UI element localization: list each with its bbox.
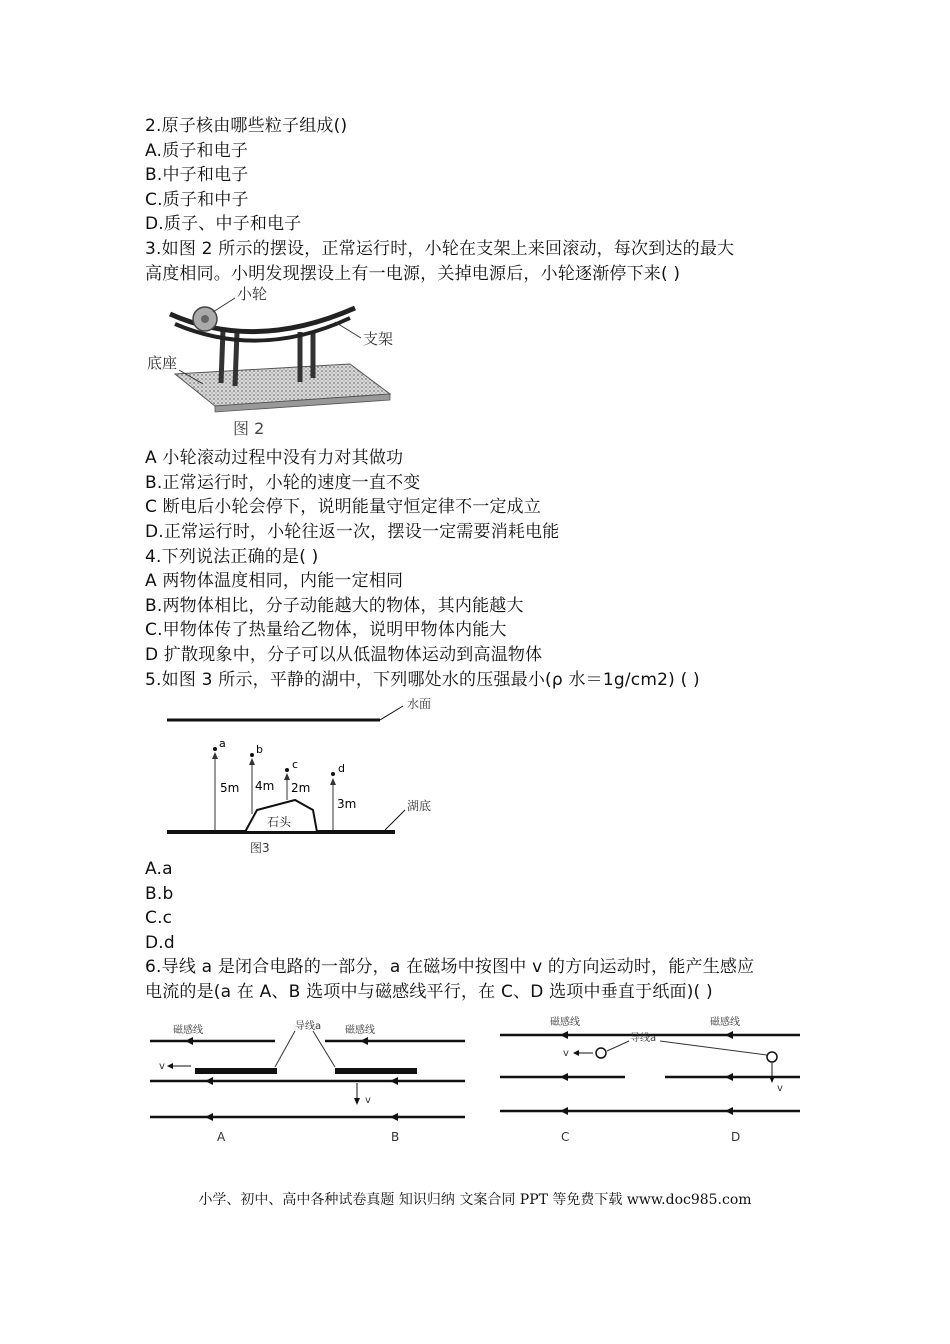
q2-stem: 2.原子核由哪些粒子组成() xyxy=(145,116,348,136)
q2-option-a: A.质子和电子 xyxy=(145,140,249,161)
label-wire-ab: 导线a xyxy=(295,1020,322,1032)
label-field-b: 磁感线 xyxy=(345,1024,375,1036)
point-b: b xyxy=(256,743,263,757)
label-field-a: 磁感线 xyxy=(173,1024,203,1036)
label-field-d: 磁感线 xyxy=(710,1016,740,1028)
q5-option-c: C.c xyxy=(145,908,173,929)
q2-option-b: B.中子和电子 xyxy=(145,165,249,186)
label-water-surface: 水面 xyxy=(407,697,432,712)
label-stand: 支架 xyxy=(363,330,394,349)
panel-label-c: C xyxy=(561,1129,570,1144)
depth-a: 5m xyxy=(220,781,240,796)
q4-stem: 4.下列说法正确的是( ) xyxy=(145,546,319,567)
panel-label-b: B xyxy=(391,1129,400,1144)
exam-page xyxy=(145,114,815,1146)
figure-3-caption: 图3 xyxy=(250,841,270,856)
q3-option-b: B.正常运行时，小轮的速度一直不变 xyxy=(145,472,421,493)
depth-d: 3m xyxy=(337,797,357,812)
q5-option-b: B.b xyxy=(145,883,174,904)
q2-option-c: C.质子和中子 xyxy=(145,189,249,210)
point-c: c xyxy=(292,758,299,772)
figure-magnetic-field-panels xyxy=(145,1011,810,1146)
depth-c: 2m xyxy=(291,781,311,796)
label-wire-cd: 导线a xyxy=(630,1032,657,1044)
q4-option-d: D 扩散现象中，分子可以从低温物体运动到高温物体 xyxy=(145,644,543,665)
q3-option-a: A 小轮滚动过程中没有力对其做功 xyxy=(145,448,404,469)
point-a: a xyxy=(219,737,226,751)
q3-stem-line1: 3.如图 2 所示的摆设，正常运行时，小轮在支架上来回滚动，每次到达的最大 xyxy=(145,238,735,259)
wire-c xyxy=(596,1048,606,1058)
q4-option-c: C.甲物体传了热量给乙物体，说明甲物体内能大 xyxy=(145,620,507,641)
label-field-c: 磁感线 xyxy=(550,1016,580,1028)
label-lake-bottom: 湖底 xyxy=(407,799,432,814)
depth-b: 4m xyxy=(255,779,275,794)
q5-option-d: D.d xyxy=(145,932,175,953)
q6-stem-line2: 电流的是(a 在 A、B 选项中与磁感线平行，在 C、D 选项中垂直于纸面)( ) xyxy=(145,982,713,1003)
wire-a xyxy=(195,1068,277,1074)
figure-3-lake xyxy=(145,692,475,857)
q6-stem-line1: 6.导线 a 是闭合电路的一部分，a 在磁场中按图中 v 的方向运动时，能产生感应 xyxy=(145,957,755,978)
figure-2-caption: 图 2 xyxy=(233,419,265,439)
label-stone: 石头 xyxy=(267,815,292,830)
panel-label-a: A xyxy=(217,1129,226,1144)
label-wheel: 小轮 xyxy=(237,286,268,304)
velocity-b: v xyxy=(365,1094,371,1106)
velocity-d: v xyxy=(777,1082,783,1094)
q4-option-b: B.两物体相比，分子动能越大的物体，其内能越大 xyxy=(145,595,524,616)
q3-stem-line2: 高度相同。小明发现摆设上有一电源，关掉电源后，小轮逐渐停下来( ) xyxy=(145,263,681,284)
q3-option-c: C 断电后小轮会停下，说明能量守恒定律不一定成立 xyxy=(145,497,542,518)
velocity-c: v xyxy=(563,1047,569,1059)
point-d: d xyxy=(338,762,345,776)
wire-d xyxy=(767,1052,777,1062)
label-base: 底座 xyxy=(147,354,178,373)
q5-option-a: A.a xyxy=(145,859,173,880)
q3-option-d: D.正常运行时，小轮往返一次，摆设一定需要消耗电能 xyxy=(145,521,560,542)
panel-label-d: D xyxy=(731,1129,741,1144)
q4-option-a: A 两物体温度相同，内能一定相同 xyxy=(145,571,404,592)
wire-b xyxy=(335,1068,417,1074)
page-footer: 小学、初中、高中各种试卷真题 知识归纳 文案合同 PPT 等免费下载 www.doc985.com xyxy=(198,1192,752,1208)
q5-stem: 5.如图 3 所示，平静的湖中，下列哪处水的压强最小(ρ 水＝1g/cm2) ( ) xyxy=(145,669,700,690)
q2-option-d: D.质子、中子和电子 xyxy=(145,214,302,235)
velocity-a: v xyxy=(159,1060,165,1072)
figure-2-wheel-stand xyxy=(145,286,415,446)
